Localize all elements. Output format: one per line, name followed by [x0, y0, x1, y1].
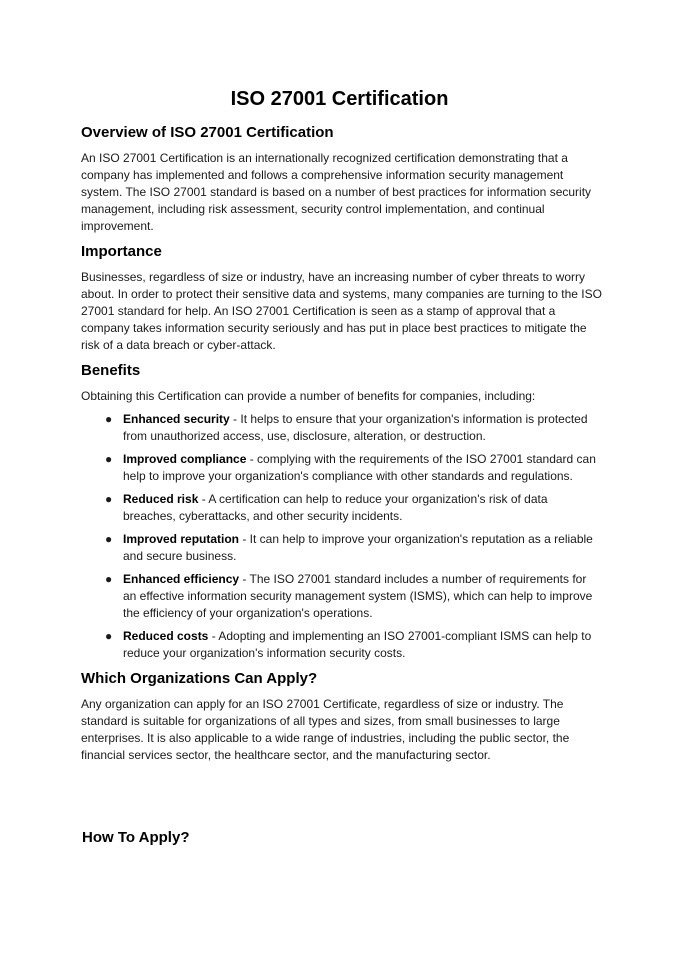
list-item: [105, 628, 603, 662]
importance-paragraph: Businesses, regardless of size or industry, have an increasing number of cyber threats to worry about. In order to protect their sensitive data and systems, many companies are turning to the ISO 27001 standard for help. An ISO 27001 Certification is seen as a stamp of approval that a company takes information security seriously and has put in place best practices to mitigate the risk of a data breach or cyber-attack.: [81, 270, 602, 352]
benefit-text: - It can help to improve your organization's reputation as a reliable and secure business.: [123, 532, 593, 563]
bullet-icon: ●: [105, 492, 113, 506]
bullet-icon: ●: [105, 629, 113, 643]
benefits-section: [81, 360, 603, 662]
document-content: [81, 122, 603, 770]
benefits-intro: Obtaining this Certification can provide a number of benefits for companies, including:: [81, 389, 536, 403]
bullet-icon: ●: [105, 532, 113, 546]
importance-section: [81, 241, 603, 354]
benefit-term: Enhanced security: [123, 412, 230, 426]
overview-heading: Overview of ISO 27001 Certification: [81, 124, 334, 141]
benefit-term: Improved compliance: [123, 452, 247, 466]
bullet-icon: ●: [105, 452, 113, 466]
benefit-text: - The ISO 27001 standard includes a number of requirements for an effective information security management system (ISMS), which can help to improve the efficiency of your organization's operations.: [123, 572, 593, 620]
benefit-term: Reduced costs: [123, 629, 209, 643]
list-item: [105, 491, 603, 525]
document-title: ISO 27001 Certification: [230, 88, 449, 110]
who-can-apply-paragraph: Any organization can apply for an ISO 27001 Certificate, regardless of size or industry. The standard is suitable for organizations of all types and sizes, from small businesses to large enterprises. It is also applicable to a wide range of industries, including the public sector, the financial services sector, the healthcare sector, and the manufacturing sector.: [81, 697, 570, 762]
who-can-apply-heading: Which Organizations Can Apply?: [81, 670, 318, 687]
benefit-term: Improved reputation: [123, 532, 240, 546]
list-item: [105, 451, 603, 485]
list-item: [105, 571, 603, 622]
benefit-text: - It helps to ensure that your organization's information is protected from unauthorized access, use, disclosure, alteration, or destruction.: [123, 412, 588, 443]
benefit-term: Enhanced efficiency: [123, 572, 240, 586]
bullet-icon: ●: [105, 572, 113, 586]
overview-section: [81, 122, 603, 235]
how-to-apply-heading: How To Apply?: [82, 829, 190, 846]
who-can-apply-section: [81, 668, 603, 764]
list-item: [105, 531, 603, 565]
list-item: [105, 411, 603, 445]
bullet-icon: ●: [105, 412, 113, 426]
importance-heading: Importance: [81, 243, 162, 260]
overview-paragraph: An ISO 27001 Certification is an internationally recognized certification demonstrating that a company has implemented and follows a comprehensive information security management system. The ISO 27001 standard is based on a number of best practices for information security management, including risk assessment, security control implementation, and continual improvement.: [81, 151, 592, 233]
benefits-heading: Benefits: [81, 362, 141, 379]
benefit-text: - A certification can help to reduce your organization's risk of data breaches, cyberattacks, and other security incidents.: [123, 492, 548, 523]
benefits-list: [81, 411, 603, 662]
benefit-text: - complying with the requirements of the ISO 27001 standard can help to improve your organization's compliance with other standards and regulations.: [123, 452, 596, 483]
benefit-text: - Adopting and implementing an ISO 27001-compliant ISMS can help to reduce your organization's information security costs.: [123, 629, 592, 660]
benefit-term: Reduced risk: [123, 492, 199, 506]
